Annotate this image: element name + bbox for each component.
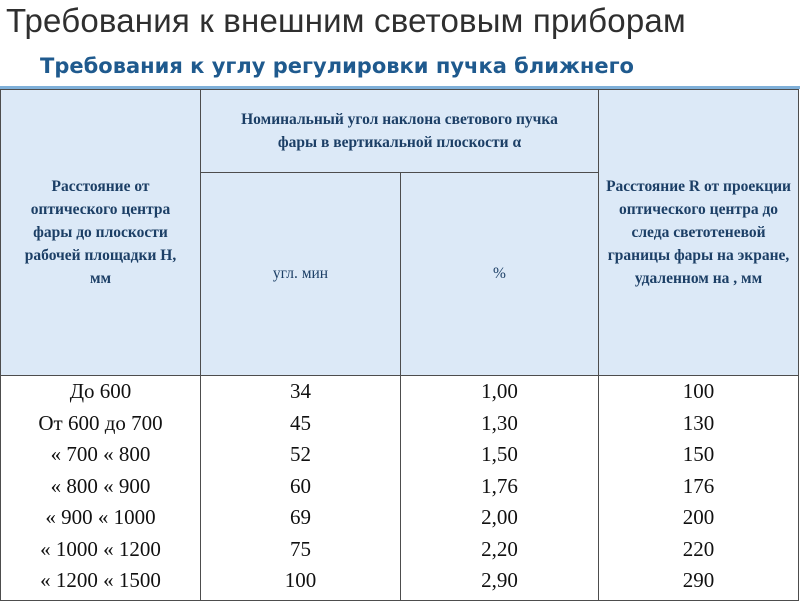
table-cell: От 600 до 700: [38, 410, 163, 435]
table-cell: 1,76: [481, 473, 518, 498]
header-angle-percent: %: [401, 173, 599, 376]
slide-title: Требования к внешним световым приборам: [6, 2, 686, 39]
table-cell: 1,00: [481, 379, 518, 403]
table-cell: 69: [290, 505, 311, 529]
table-cell: 60: [290, 473, 311, 498]
header-distance-r: [599, 90, 799, 376]
table-cell: 1,30: [481, 410, 518, 435]
header-angle-group: [201, 90, 599, 173]
header-distance-r-text: Расстояние R от проекции оптического центра до следа светотеневой границы фары на экране, удаленном на , мм: [606, 178, 791, 287]
header-angle-minutes: угл. мин: [201, 173, 401, 376]
header-distance-h: [1, 90, 201, 376]
requirements-table: [0, 89, 799, 601]
table-cell: 1,50: [481, 442, 518, 466]
table-cell: « 800 « 900: [50, 473, 151, 498]
header-distance-h-text: Расстояние от оптического центра фары до плоскости рабочей площадки Н, мм: [24, 178, 177, 287]
header-angle-group-text: Номинальный угол наклона светового пучка фары в вертикальной плоскости α: [241, 111, 558, 151]
table-cell: 290: [682, 568, 715, 592]
column-angle-minutes-values: [201, 376, 401, 601]
column-distance-values: [1, 376, 201, 601]
table-cell: 45: [290, 410, 311, 435]
column-angle-percent-values: [401, 376, 599, 601]
table-cell: « 1000 « 1200: [40, 536, 161, 561]
table-cell: 2,00: [481, 505, 518, 529]
table-cell: 2,90: [481, 568, 518, 592]
table-cell: « 1200 « 1500: [40, 568, 161, 592]
column-distance-r-values: [599, 376, 799, 601]
table-cell: 200: [682, 505, 715, 529]
slide-subtitle: Требования к углу регулировки пучка ближнего: [40, 54, 634, 78]
table-cell: « 700 « 800: [50, 442, 151, 466]
table-cell: 2,20: [481, 536, 518, 561]
table-cell: До 600: [69, 379, 132, 403]
table-cell: 150: [682, 442, 715, 466]
table-cell: 34: [290, 379, 311, 403]
table-cell: 75: [290, 536, 311, 561]
table-cell: 100: [284, 568, 317, 592]
table-cell: 52: [290, 442, 311, 466]
table-cell: 176: [682, 473, 715, 498]
table-cell: 130: [682, 410, 715, 435]
table-cell: 100: [682, 379, 715, 403]
table-cell: 220: [682, 536, 715, 561]
table-cell: « 900 « 1000: [45, 505, 156, 529]
